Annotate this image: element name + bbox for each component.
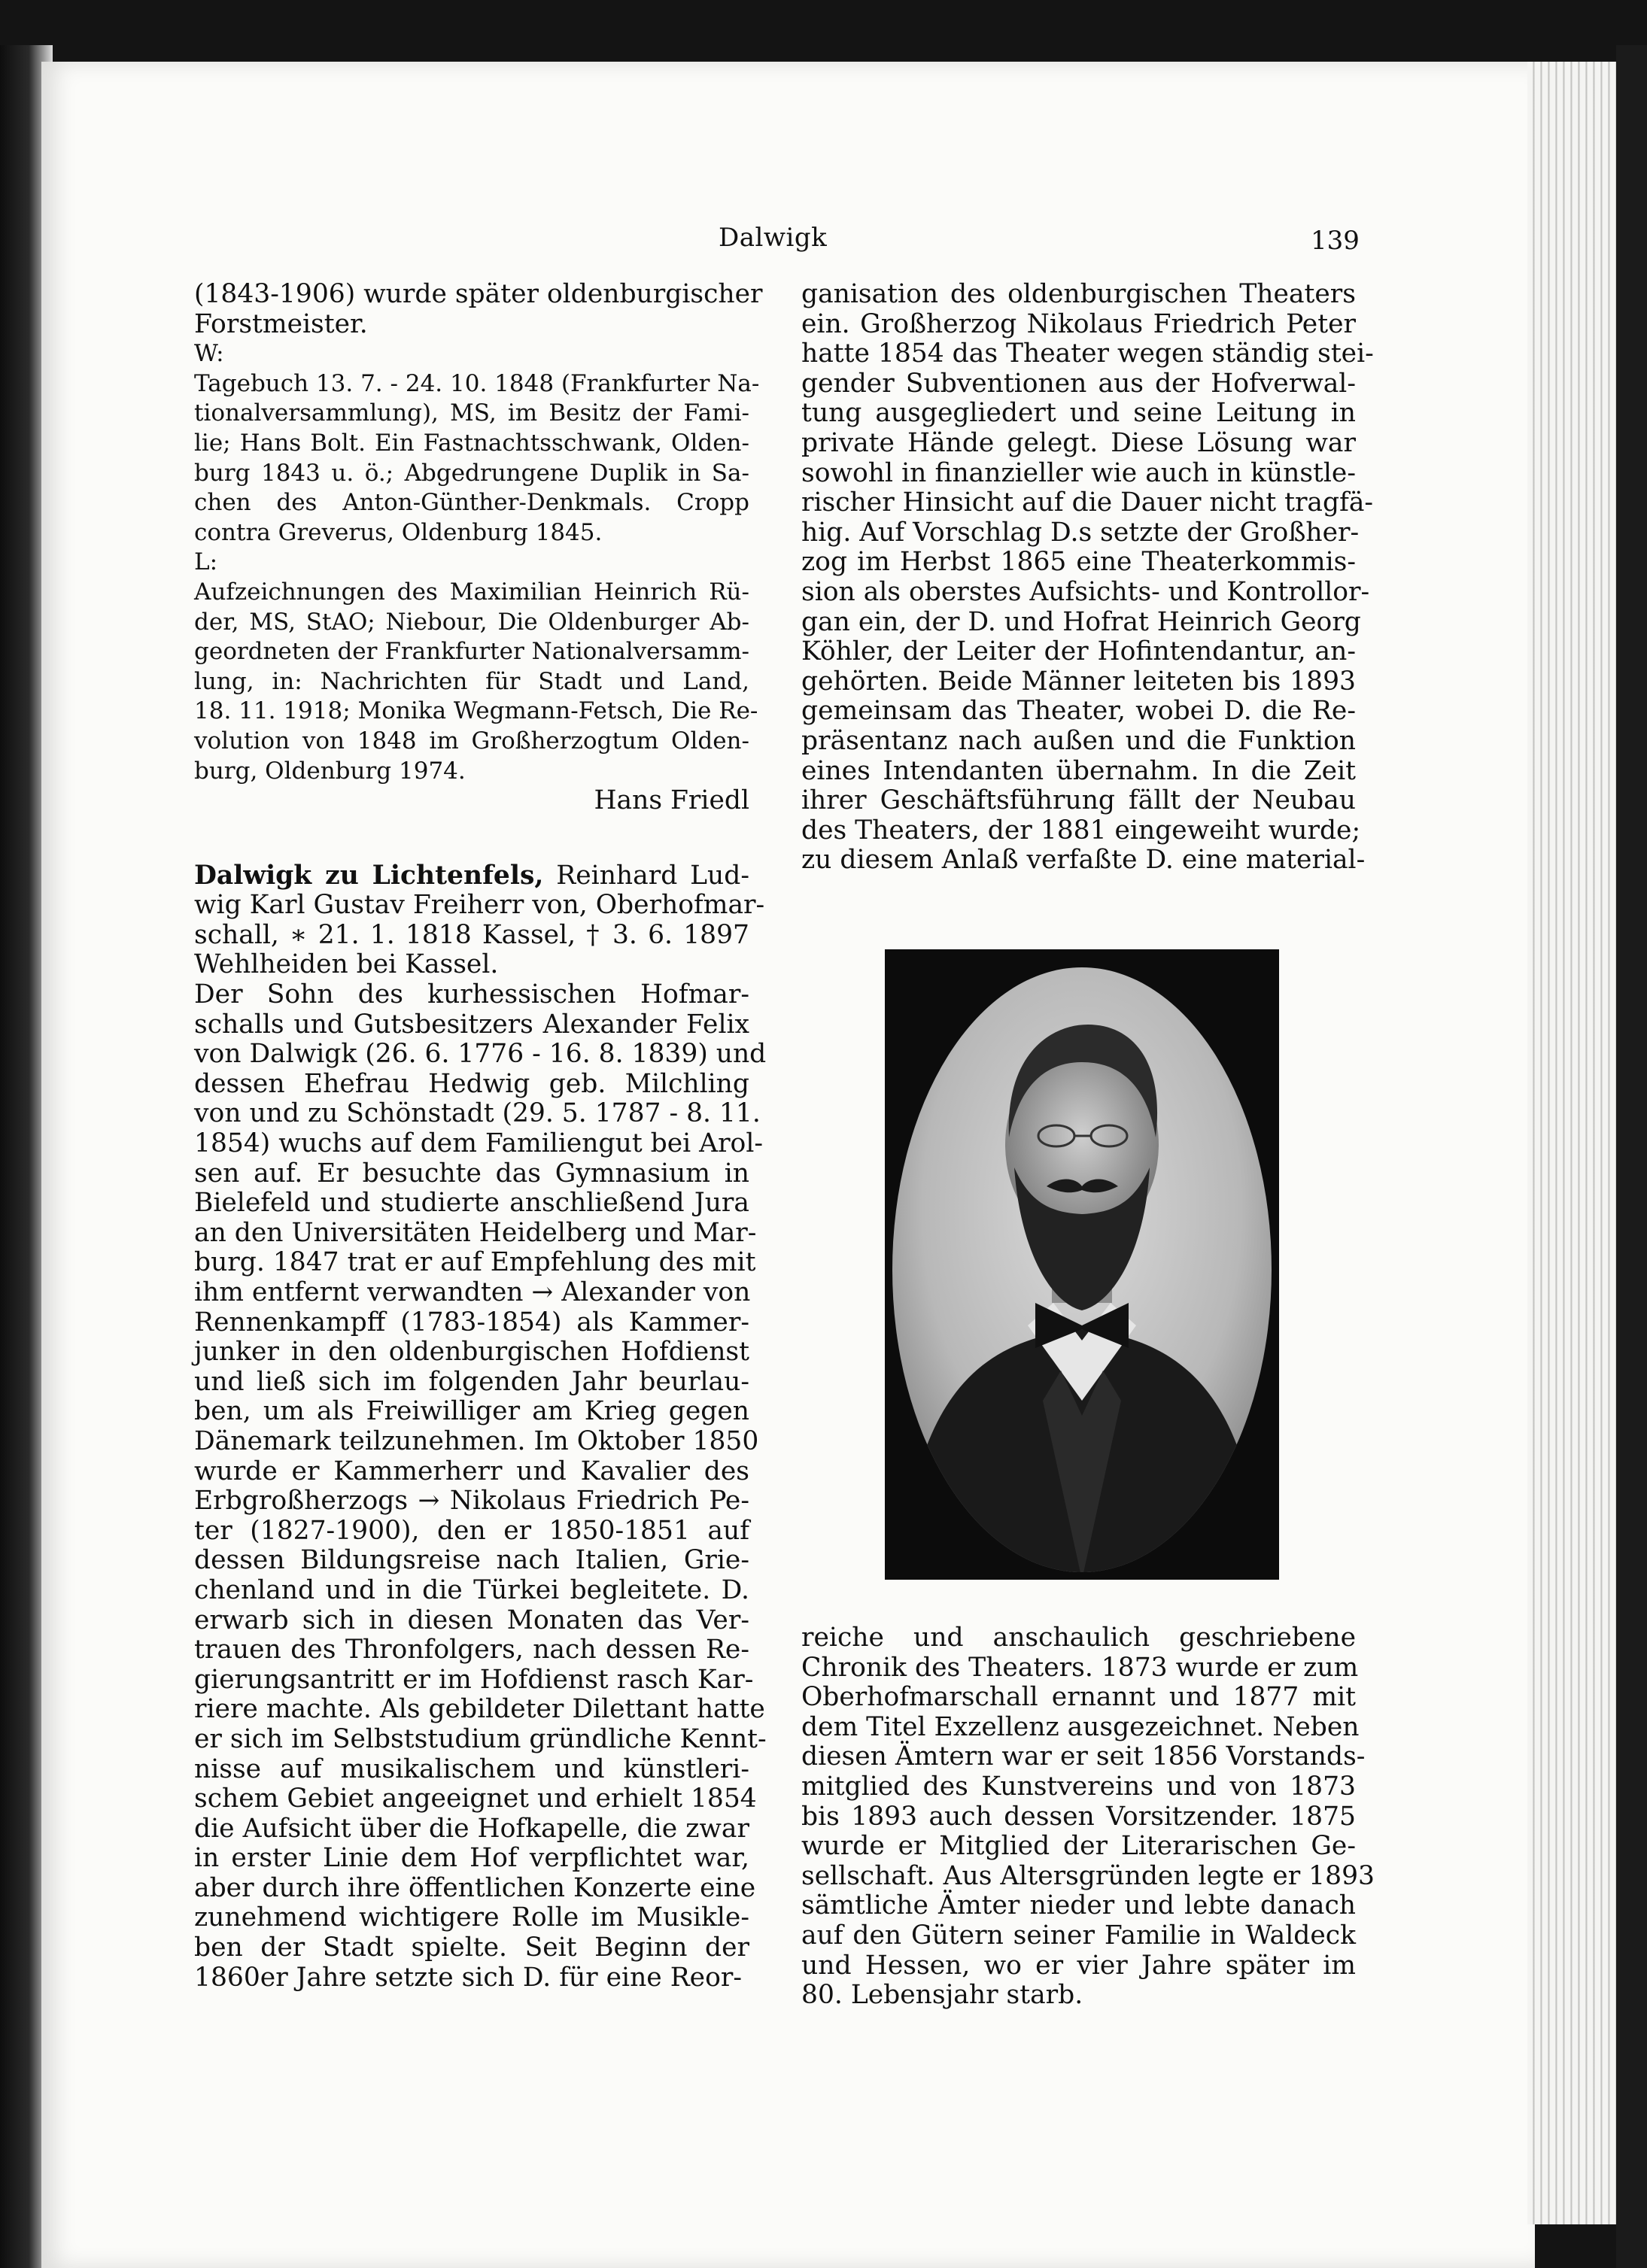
entry-head-rest: Reinhard Lud- <box>543 860 749 891</box>
text-line: sion als oberstes Aufsichts- und Kontrollor- <box>801 576 1370 607</box>
text-line: ter (1827-1900), den er 1850-1851 auf <box>194 1515 749 1546</box>
text-line: an den Universitäten Heidelberg und Mar- <box>194 1217 757 1248</box>
page-edges <box>1527 62 1616 2224</box>
text-line: auf den Gütern seiner Familie in Waldeck <box>801 1920 1356 1951</box>
text-line: ihm entfernt verwandten → Alexander von <box>194 1277 751 1307</box>
entry-body-right-top <box>801 279 1374 876</box>
text-line: ben, um als Freiwilliger am Krieg gegen <box>194 1396 749 1427</box>
entry-body-right-bottom <box>801 1623 1375 2011</box>
text-line: von Dalwigk (26. 6. 1776 - 16. 8. 1839) und <box>194 1039 767 1070</box>
text-line: tung ausgegliedert und seine Leitung in <box>801 398 1356 429</box>
text-line: zu diesem Anlaß verfaßte D. eine material- <box>801 845 1366 876</box>
literature-line: geordneten der Frankfurter Nationalversamm- <box>194 638 749 666</box>
text-line: des Theaters, der 1881 eingeweiht wurde; <box>801 815 1361 846</box>
entry-head-line: schall, ∗ 21. 1. 1818 Kassel, † 3. 6. 1897 <box>194 919 749 950</box>
cover-edge <box>1616 45 1647 2268</box>
right-column <box>801 279 1374 876</box>
entry-body-left <box>194 979 767 1993</box>
text-line: und ließ sich im folgenden Jahr beurlau- <box>194 1366 749 1397</box>
text-line: die Aufsicht über die Hofkapelle, die zwar <box>194 1813 749 1844</box>
portrait-photo <box>885 949 1279 1580</box>
text-line: nisse auf musikalischem und künstleri- <box>194 1753 749 1784</box>
text-line: Forstmeister. <box>194 308 368 339</box>
text-line: schalls und Gutsbesitzers Alexander Felix <box>194 1009 749 1040</box>
works-line: tionalversammlung), MS, im Besitz der Fami- <box>194 399 749 427</box>
text-line: diesen Ämtern war er seit 1856 Vorstands- <box>801 1741 1366 1772</box>
text-line: er sich im Selbststudium gründliche Kennt- <box>194 1723 767 1754</box>
text-line: zog im Herbst 1865 eine Theaterkommis- <box>801 547 1356 578</box>
literature-line: Aufzeichnungen des Maximilian Heinrich Rü- <box>194 578 749 606</box>
text-line: sämtliche Ämter nieder und lebte danach <box>801 1890 1356 1921</box>
text-line: ihrer Geschäftsführung fällt der Neubau <box>801 785 1356 816</box>
works-line: lie; Hans Bolt. Ein Fastnachtsschwank, Olden- <box>194 429 749 457</box>
literature-line: volution von 1848 im Großherzogtum Olden- <box>194 727 749 754</box>
text-line: ein. Großherzog Nikolaus Friedrich Peter <box>801 308 1356 339</box>
text-line: Oberhofmarschall ernannt und 1877 mit <box>801 1682 1356 1713</box>
works-line: burg 1843 u. ö.; Abgedrungene Duplik in Sa- <box>194 459 749 487</box>
text-line: 1854) wuchs auf dem Familiengut bei Arol- <box>194 1128 764 1159</box>
author-signature: Hans Friedl <box>594 785 749 816</box>
text-line: sowohl in finanzieller wie auch in künstle- <box>801 457 1356 488</box>
text-line: (1843-1906) wurde später oldenburgischer <box>194 279 763 309</box>
text-line: dessen Bildungsreise nach Italien, Grie- <box>194 1545 749 1576</box>
right-column-bottom <box>801 1623 1375 2011</box>
left-column <box>194 279 767 1993</box>
entry-heading <box>194 861 749 891</box>
page-number: 139 <box>1311 226 1360 256</box>
text-line: aber durch ihre öffentlichen Konzerte eine <box>194 1872 756 1903</box>
text-line: wurde er Kammerherr und Kavalier des <box>194 1456 749 1486</box>
text-line: Dänemark teilzunehmen. Im Oktober 1850 <box>194 1425 759 1456</box>
entry-headword: Dalwigk zu Lichtenfels, <box>194 860 544 891</box>
text-line: Rennenkampff (1783-1854) als Kammer- <box>194 1307 749 1337</box>
text-line: trauen des Thronfolgers, nach dessen Re- <box>194 1635 749 1665</box>
text-line: burg. 1847 trat er auf Empfehlung des mit <box>194 1247 756 1278</box>
text-line: private Hände gelegt. Diese Lösung war <box>801 427 1356 458</box>
literature-label: L: <box>194 548 218 576</box>
text-line: gender Subventionen aus der Hofverwal- <box>801 368 1356 399</box>
text-line: chenland und in die Türkei begleitete. D. <box>194 1574 749 1605</box>
works-label: W: <box>194 340 224 368</box>
text-line: in erster Linie dem Hof verpflichtet war, <box>194 1843 749 1874</box>
text-line: Bielefeld und studierte anschließend Jura <box>194 1188 749 1219</box>
text-line: rischer Hinsicht auf die Dauer nicht tragfä- <box>801 487 1374 518</box>
text-line: präsentanz nach außen und die Funktion <box>801 725 1356 756</box>
text-line: eines Intendanten übernahm. In die Zeit <box>801 755 1356 786</box>
text-line: hatte 1854 das Theater wegen ständig stei- <box>801 339 1374 369</box>
text-line: ganisation des oldenburgischen Theaters <box>801 279 1356 309</box>
text-line: und Hessen, wo er vier Jahre später im <box>801 1950 1356 1981</box>
text-line: zunehmend wichtigere Rolle im Musikle- <box>194 1902 749 1933</box>
text-line: gan ein, der D. und Hofrat Heinrich Georg <box>801 606 1361 637</box>
entry-head-line: wig Karl Gustav Freiherr von, Oberhofmar- <box>194 890 765 921</box>
text-line: ben der Stadt spielte. Seit Beginn der <box>194 1933 749 1963</box>
text-line: Chronik des Theaters. 1873 wurde er zum <box>801 1652 1359 1683</box>
works-line: chen des Anton-Günther-Denkmals. Cropp <box>194 489 749 517</box>
text-line: von und zu Schönstadt (29. 5. 1787 - 8. 11. <box>194 1098 761 1129</box>
text-line: riere machte. Als gebildeter Dilettant hatte <box>194 1694 765 1725</box>
text-line: Köhler, der Leiter der Hofintendantur, an- <box>801 636 1356 667</box>
literature-line: lung, in: Nachrichten für Stadt und Land, <box>194 667 749 695</box>
text-line: gemeinsam das Theater, wobei D. die Re- <box>801 696 1356 727</box>
text-line: bis 1893 auch dessen Vorsitzender. 1875 <box>801 1801 1356 1832</box>
running-head: Dalwigk <box>719 223 828 253</box>
text-line: hig. Auf Vorschlag D.s setzte der Großher- <box>801 517 1360 548</box>
literature-line: 18. 11. 1918; Monika Wegmann-Fetsch, Die Re- <box>194 697 758 725</box>
text-line: erwarb sich in diesen Monaten das Ver- <box>194 1605 749 1635</box>
text-line: mitglied des Kunstvereins und von 1873 <box>801 1771 1356 1802</box>
works-line: contra Greverus, Oldenburg 1845. <box>194 518 603 546</box>
literature-line: der, MS, StAO; Niebour, Die Oldenburger Ab- <box>194 608 749 636</box>
text-line: schem Gebiet angeeignet und erhielt 1854 <box>194 1784 757 1814</box>
text-line: gierungsantritt er im Hofdienst rasch Kar- <box>194 1664 754 1695</box>
works-line: Tagebuch 13. 7. - 24. 10. 1848 (Frankfurter Na- <box>194 369 760 397</box>
text-line: reiche und anschaulich geschriebene <box>801 1623 1356 1653</box>
text-line: dem Titel Exzellenz ausgezeichnet. Neben <box>801 1711 1360 1742</box>
entry-head-line: Wehlheiden bei Kassel. <box>194 949 499 980</box>
text-line: 1860er Jahre setzte sich D. für eine Reor- <box>194 1962 743 1993</box>
text-line: junker in den oldenburgischen Hofdienst <box>194 1337 749 1368</box>
text-line: dessen Ehefrau Hedwig geb. Milchling <box>194 1068 749 1099</box>
text-line: Der Sohn des kurhessischen Hofmar- <box>194 979 749 1010</box>
text-line: Erbgroßherzogs → Nikolaus Friedrich Pe- <box>194 1486 749 1517</box>
text-line: sellschaft. Aus Altersgründen legte er 1893 <box>801 1860 1375 1891</box>
text-line: wurde er Mitglied der Literarischen Ge- <box>801 1831 1356 1862</box>
text-line: gehörten. Beide Männer leiteten bis 1893 <box>801 666 1356 697</box>
text-line: sen auf. Er besuchte das Gymnasium in <box>194 1158 749 1189</box>
literature-line: burg, Oldenburg 1974. <box>194 757 466 785</box>
text-line: 80. Lebensjahr starb. <box>801 1980 1083 2011</box>
